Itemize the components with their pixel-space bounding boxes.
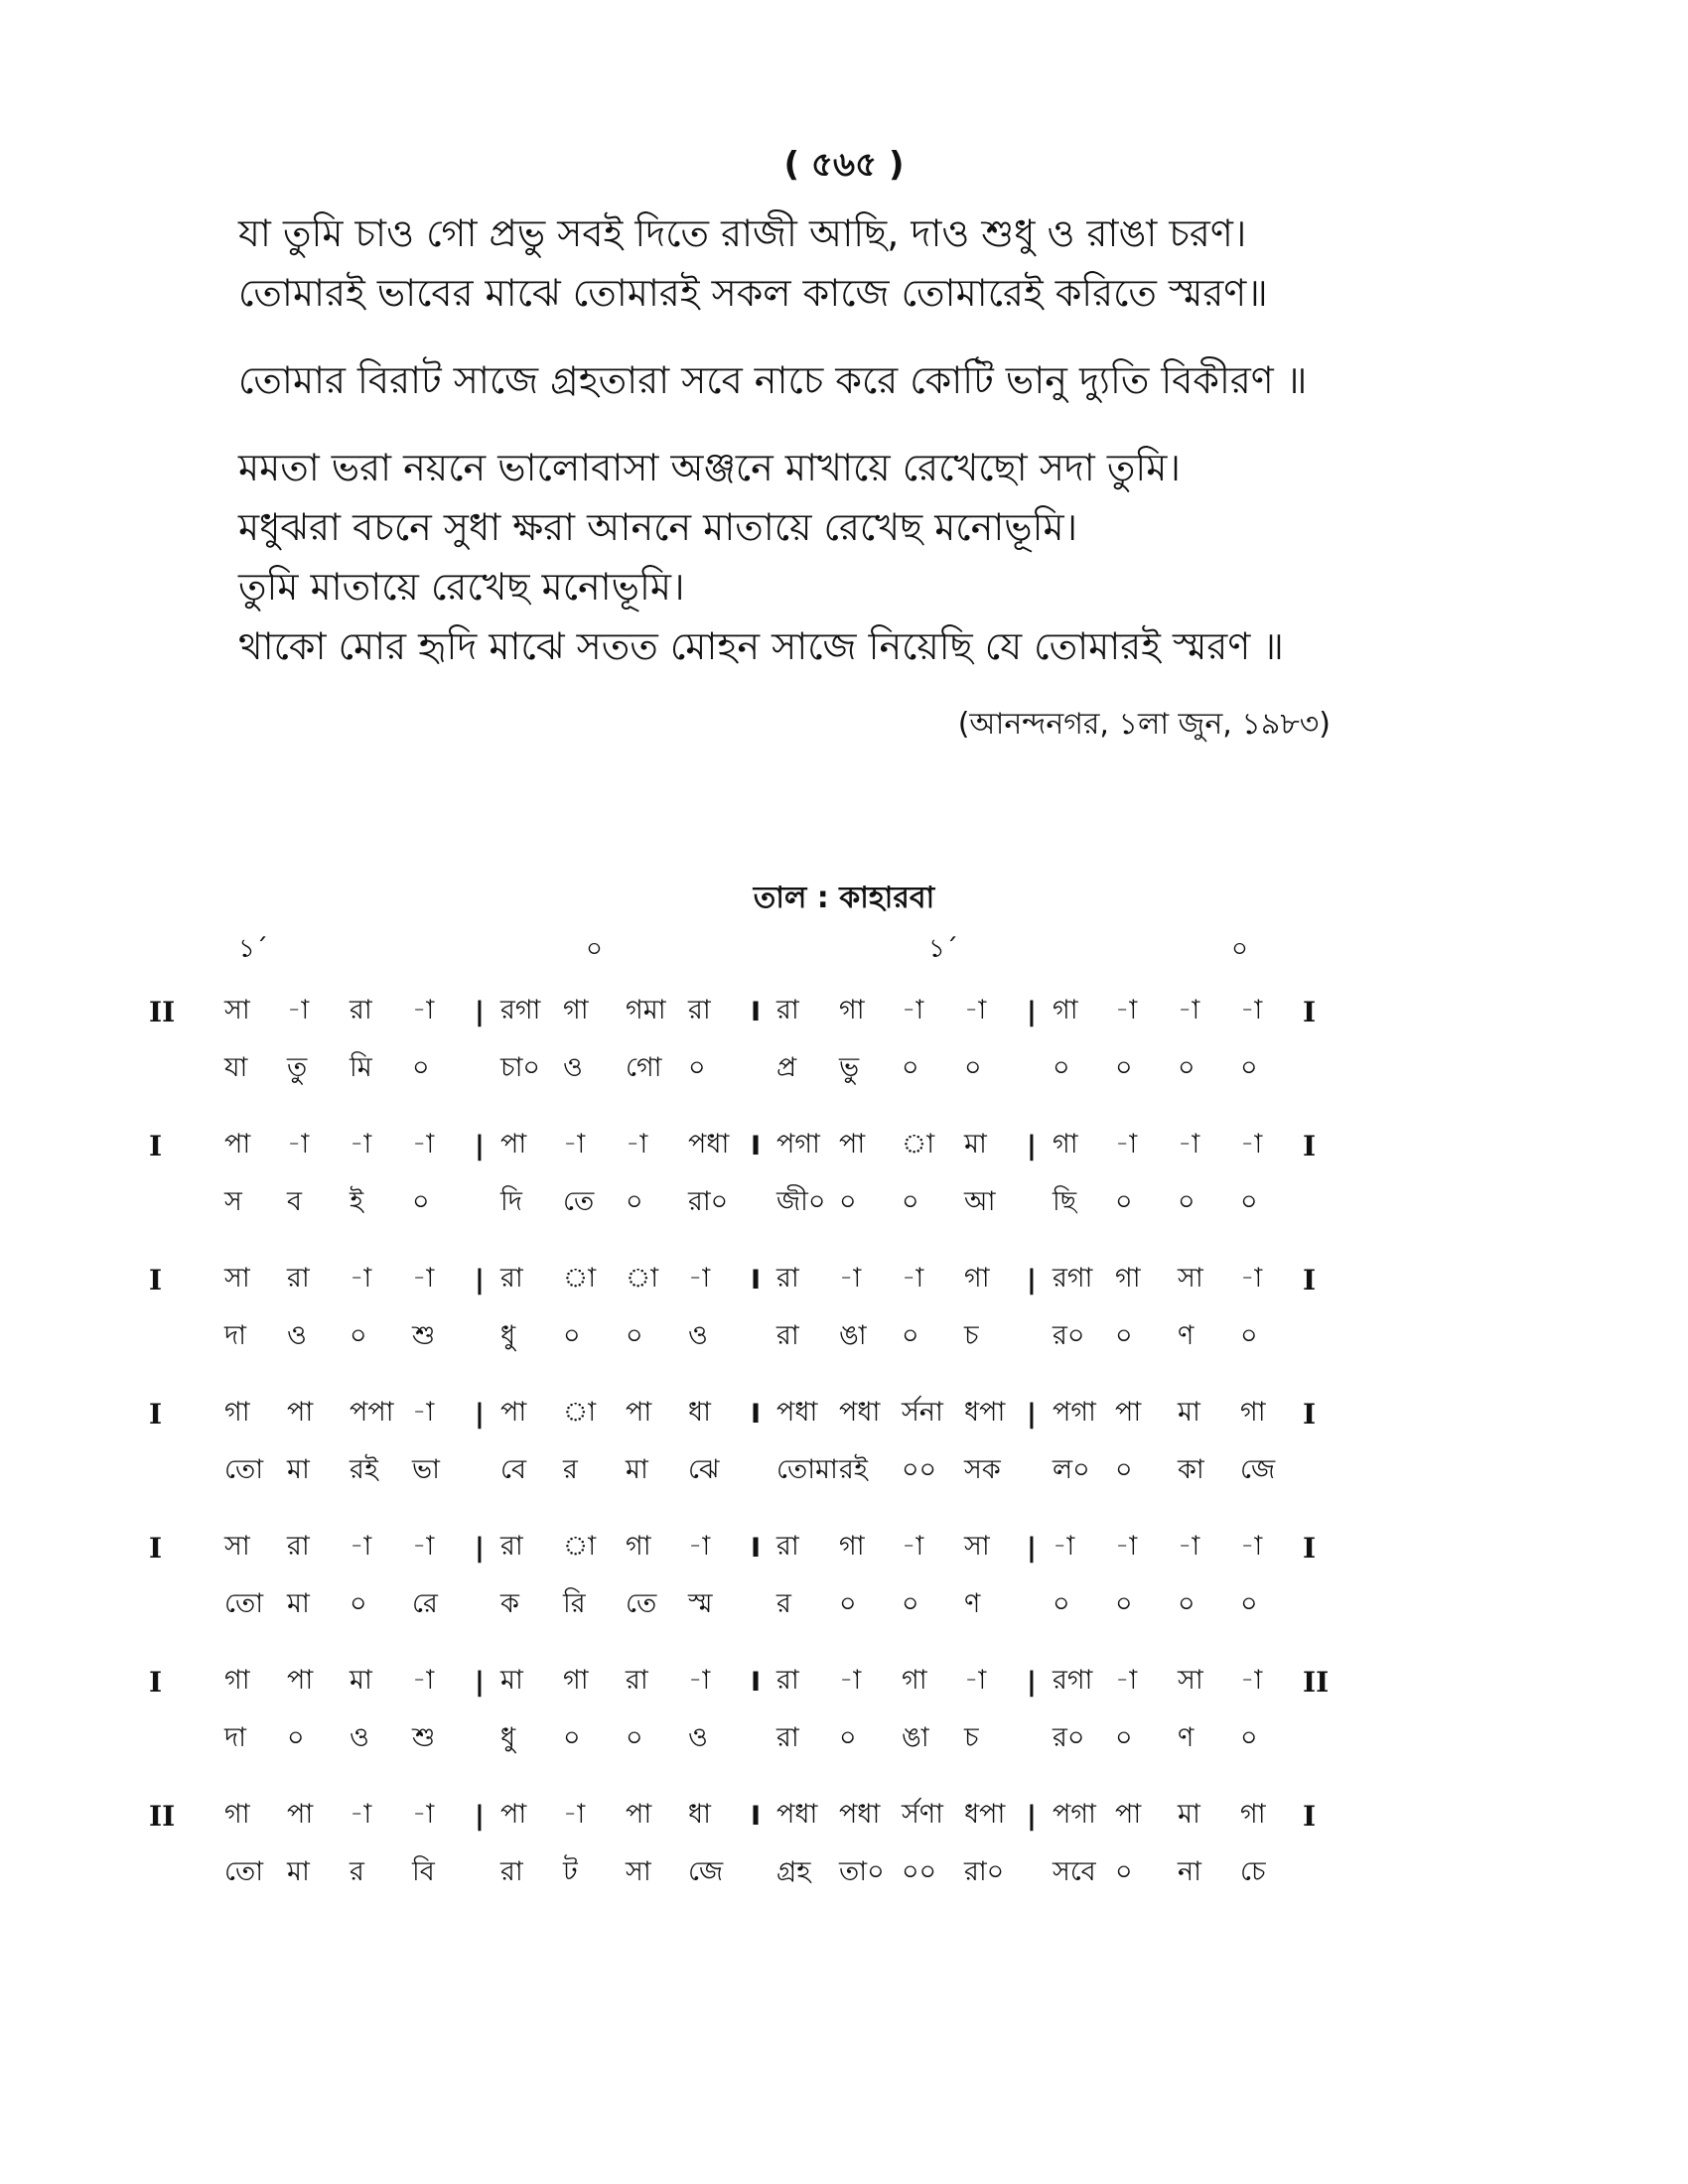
lyric-syllable: কা [1178, 1453, 1204, 1485]
swara-note: ধা [688, 1798, 711, 1830]
swara-note: গা [1240, 1396, 1266, 1428]
bar-line-end: I [1303, 995, 1317, 1028]
bar-line: | [475, 1130, 485, 1161]
lyric-syllable: ০ [350, 1587, 367, 1619]
bar-line-start: I [149, 1397, 163, 1431]
notation-block [149, 1117, 1539, 1251]
lyric-syllable: ধু [500, 1319, 516, 1351]
bar-line: | [1027, 1532, 1037, 1564]
swara-note: রা [500, 1530, 523, 1562]
lyric-syllable: রা০ [688, 1185, 729, 1217]
lyric-line: মধুঝরা বচনে সুধা ক্ষরা আননে মাতায়ে রেখেছ মনোভূমি। [238, 505, 1078, 549]
lyric-syllable: ০ [1115, 1051, 1133, 1083]
lyric-syllable: মা [287, 1855, 310, 1887]
bar-line: I [751, 1532, 762, 1564]
swara-note: গা [224, 1396, 250, 1428]
lyric-syllable: ০ [626, 1185, 643, 1217]
bar-line: | [475, 1666, 485, 1698]
lyric-syllable: ০ [1240, 1319, 1258, 1351]
swara-note: সা [1178, 1262, 1203, 1294]
lyric-syllable: ণ [964, 1587, 981, 1619]
lyric-line: তোমারই ভাবের মাঝে তোমারই সকল কাজে তোমারেই করিতে স্মরণ॥ [238, 271, 1268, 315]
swara-note: -া [1240, 1128, 1263, 1160]
lyric-line: যা তুমি চাও গো প্রভু সবই দিতে রাজী আছি, দাও শুধু ও রাঙা চরণ। [238, 211, 1247, 255]
swara-note: -া [839, 1262, 862, 1294]
bar-line-end: II [1303, 1665, 1330, 1699]
bar-line: | [475, 1398, 485, 1430]
lyric-syllable: সবে [1053, 1855, 1096, 1887]
lyric-syllable: চে [1240, 1855, 1266, 1887]
swara-note: পা [500, 1128, 527, 1160]
bar-line-start: II [149, 1799, 176, 1833]
swara-note: গা [626, 1530, 651, 1562]
lyric-syllable: ব [287, 1185, 303, 1217]
swara-note: ধপা [964, 1798, 1006, 1830]
swara-note: রা [776, 1664, 799, 1696]
bar-line: | [475, 996, 485, 1027]
bar-line-end: I [1303, 1397, 1317, 1431]
lyric-syllable: প্র [776, 1051, 797, 1083]
swara-note: মা [350, 1664, 372, 1696]
swara-note: মা [1178, 1798, 1200, 1830]
bar-line: | [1027, 1800, 1037, 1832]
swara-note: গা [964, 1262, 990, 1294]
beat-marker: ০ [1231, 934, 1248, 964]
swara-note: গা [902, 1664, 927, 1696]
lyric-syllable: আ [964, 1185, 996, 1217]
lyric-syllable: ০ [902, 1587, 919, 1619]
swara-note: -া [964, 1664, 987, 1696]
lyric-syllable: ০ [1053, 1051, 1070, 1083]
lyric-syllable: ণ [1178, 1721, 1195, 1753]
swara-row [149, 983, 1539, 1040]
swara-note: পা [839, 1128, 866, 1160]
bar-line-end: I [1303, 1263, 1317, 1297]
lyric-syllable: ক [500, 1587, 519, 1619]
lyric-syllable: ধু [500, 1721, 516, 1753]
lyric-syllable: মা [287, 1453, 310, 1485]
swara-note: সা [224, 1262, 250, 1294]
swara-note: রা [287, 1262, 310, 1294]
swara-note: -া [1115, 1128, 1138, 1160]
lyric-syllable: ০ [350, 1319, 367, 1351]
lyric-syllable: জে [688, 1855, 724, 1887]
swara-note: রা [626, 1664, 648, 1696]
beat-marker: ০ [586, 934, 603, 964]
swara-note: মা [1178, 1396, 1200, 1428]
lyric-syllable: তা০ [839, 1855, 885, 1887]
swara-note: -া [563, 1128, 586, 1160]
lyric-syllable: গো [626, 1051, 662, 1083]
swara-note: পা [1115, 1798, 1142, 1830]
swara-note: পা [224, 1128, 251, 1160]
bar-line: | [475, 1800, 485, 1832]
swara-row [149, 1519, 1539, 1576]
swara-note: পা [287, 1664, 314, 1696]
lyric-syllable: ০ [1178, 1185, 1196, 1217]
notation-block [149, 1519, 1539, 1653]
lyric-syllable: ভু [839, 1051, 860, 1083]
swara-note: রা [500, 1262, 523, 1294]
swara-note: গা [1053, 1128, 1078, 1160]
swara-note: -া [412, 1128, 435, 1160]
lyric-syllable: গ্রহ [776, 1855, 811, 1887]
lyric-syllable: রা [776, 1721, 799, 1753]
swara-note: রা [776, 1530, 799, 1562]
lyric-syllable: তু [287, 1051, 308, 1083]
swara-note: রগা [1053, 1262, 1093, 1294]
swara-note: পা [1115, 1396, 1142, 1428]
bar-line: | [475, 1264, 485, 1296]
swara-note: গা [224, 1664, 250, 1696]
lyric-syllable: রই [350, 1453, 378, 1485]
lyric-syllable: ০ [839, 1185, 857, 1217]
swara-note: মা [964, 1128, 987, 1160]
lyric-syllable: ঙা [839, 1319, 867, 1351]
lyric-syllable: র [350, 1855, 364, 1887]
lyric-syllable: ০ [688, 1051, 706, 1083]
lyric-syllable: চ [964, 1721, 979, 1753]
swara-note: পা [626, 1798, 652, 1830]
swara-note: পধা [839, 1798, 881, 1830]
lyric-syllable: ০ [1115, 1721, 1133, 1753]
swara-note: া [563, 1262, 597, 1294]
lyric-syllable: ০ [626, 1319, 643, 1351]
swara-note: -া [1240, 1530, 1263, 1562]
lyric-syllable: তো [224, 1855, 264, 1887]
lyric-syllable-row [149, 1442, 1539, 1500]
bar-line: | [1027, 1264, 1037, 1296]
lyric-syllable: সক [964, 1453, 1001, 1485]
swara-note: গা [1240, 1798, 1266, 1830]
lyric-syllable: তে [626, 1587, 657, 1619]
swara-note: -া [1178, 1530, 1200, 1562]
swara-note: গা [839, 1530, 865, 1562]
swara-note: রগা [1053, 1664, 1093, 1696]
bar-line: | [1027, 1666, 1037, 1698]
bar-line: I [751, 1130, 762, 1161]
swara-note: গমা [626, 994, 666, 1025]
swara-row [149, 1117, 1539, 1174]
swara-note: -া [964, 994, 987, 1025]
swara-note: -া [350, 1128, 372, 1160]
swara-row [149, 1385, 1539, 1442]
lyric-syllable-row [149, 1174, 1539, 1232]
swara-note: -া [1240, 1262, 1263, 1294]
lyric-syllable: রা০ [964, 1855, 1005, 1887]
swara-note: সা [224, 994, 250, 1025]
notation-block [149, 1385, 1539, 1519]
lyric-syllable: দা [224, 1721, 247, 1753]
swara-note: -া [688, 1664, 711, 1696]
lyric-syllable: রই [839, 1453, 868, 1485]
swara-row [149, 1787, 1539, 1844]
notation-block [149, 1787, 1539, 1921]
swara-note: -া [626, 1128, 648, 1160]
swara-row [149, 1251, 1539, 1308]
bar-line: | [1027, 1398, 1037, 1430]
swara-note: -া [902, 994, 924, 1025]
swara-note: রা [688, 994, 711, 1025]
lyric-syllable: দা [224, 1319, 247, 1351]
swara-note: -া [839, 1664, 862, 1696]
notation-block [149, 1251, 1539, 1385]
lyric-syllable: রা [500, 1855, 523, 1887]
lyric-syllable: ০ [902, 1319, 919, 1351]
swara-note: পা [500, 1798, 527, 1830]
swara-note: -া [287, 994, 310, 1025]
bar-line-end: I [1303, 1129, 1317, 1162]
swara-note: পধা [776, 1396, 818, 1428]
swara-note: -া [1053, 1530, 1075, 1562]
lyric-syllable: শু [412, 1319, 436, 1351]
lyric-syllable: জে [1240, 1453, 1276, 1485]
lyric-syllable: ই [350, 1185, 364, 1217]
lyric-line: মমতা ভরা নয়নে ভালোবাসা অঞ্জনে মাখায়ে রেখেছো সদা তুমি। [238, 446, 1181, 489]
lyric-syllable: ০ [1240, 1185, 1258, 1217]
notation-block [149, 983, 1539, 1117]
lyric-syllable-row [149, 1040, 1539, 1098]
lyric-syllable: ০ [287, 1721, 305, 1753]
lyric-line: তুমি মাতায়ে রেখেছ মনোভূমি। [238, 565, 685, 609]
swara-note: গা [839, 994, 865, 1025]
swara-note: -া [350, 1530, 372, 1562]
swara-note: পধা [776, 1798, 818, 1830]
swara-note: া [563, 1530, 597, 1562]
swara-row [149, 1653, 1539, 1710]
notation-section [149, 983, 1539, 1921]
swara-note: গা [224, 1798, 250, 1830]
lyric-syllable: ণ [1178, 1319, 1195, 1351]
bar-line-start: I [149, 1665, 163, 1699]
lyric-line: তোমার বিরাট সাজে গ্রহতারা সবে নাচে করে কোটি ভানু দ্যুতি বিকীরণ ॥ [238, 358, 1308, 402]
lyric-syllable: মা [287, 1587, 310, 1619]
swara-note: া [626, 1262, 659, 1294]
bar-line-start: I [149, 1263, 163, 1297]
swara-note: -া [412, 994, 435, 1025]
swara-note: রা [350, 994, 372, 1025]
lyric-syllable: চা০ [500, 1051, 540, 1083]
swara-note: র্সণা [902, 1798, 943, 1830]
lyric-syllable: বি [412, 1855, 435, 1887]
swara-note: সা [224, 1530, 250, 1562]
lyric-syllable: তে [563, 1185, 595, 1217]
swara-note: -া [412, 1798, 435, 1830]
lyric-syllable-row [149, 1308, 1539, 1366]
lyric-syllable: তো [224, 1587, 264, 1619]
swara-note: ধপা [964, 1396, 1006, 1428]
lyric-syllable: তোমা [776, 1453, 838, 1485]
page-number: ( ৫৬৫ ) [783, 145, 905, 185]
swara-note: র্সনা [902, 1396, 943, 1428]
lyric-syllable: রি [563, 1587, 586, 1619]
lyric-syllable: ও [563, 1051, 583, 1083]
swara-note: -া [412, 1396, 435, 1428]
swara-note: গা [563, 1664, 589, 1696]
swara-note: রা [776, 1262, 799, 1294]
bar-line: I [751, 996, 762, 1027]
lyric-syllable: মা [626, 1453, 648, 1485]
swara-note: -া [1240, 1664, 1263, 1696]
swara-note: -া [287, 1128, 310, 1160]
swara-note: -া [563, 1798, 586, 1830]
swara-note: -া [412, 1530, 435, 1562]
bar-line-start: I [149, 1531, 163, 1565]
lyric-syllable: ০ [1053, 1587, 1070, 1619]
swara-note: -া [688, 1262, 711, 1294]
swara-note: ধা [688, 1396, 711, 1428]
bar-line: I [751, 1264, 762, 1296]
swara-note: মা [500, 1664, 523, 1696]
lyric-syllable: না [1178, 1855, 1201, 1887]
lyric-syllable: ০ [839, 1721, 857, 1753]
swara-note: -া [1240, 994, 1263, 1025]
swara-note: সা [1178, 1664, 1203, 1696]
lyric-syllable: ০ [1115, 1855, 1133, 1887]
swara-note: পা [626, 1396, 652, 1428]
swara-note: গা [1053, 994, 1078, 1025]
swara-note: গা [563, 994, 589, 1025]
lyric-syllable: ০০ [902, 1855, 937, 1887]
lyric-syllable: ০ [902, 1185, 919, 1217]
lyric-syllable: ও [688, 1721, 708, 1753]
lyrics [238, 204, 1450, 676]
swara-note: -া [1115, 994, 1138, 1025]
lyric-line: থাকো মোর হৃদি মাঝে সতত মোহন সাজে নিয়েছি যে তোমারই স্মরণ ॥ [238, 624, 1284, 668]
lyric-syllable: ০ [412, 1051, 430, 1083]
lyric-syllable: ০ [1178, 1051, 1196, 1083]
swara-note: রগা [500, 994, 541, 1025]
lyric-syllable: জী০ [776, 1185, 826, 1217]
lyric-syllable: মি [350, 1051, 372, 1083]
lyric-syllable: ও [287, 1319, 307, 1351]
swara-note: -া [1178, 1128, 1200, 1160]
lyric-syllable: স্ম [688, 1587, 713, 1619]
lyric-syllable: র০ [1053, 1319, 1085, 1351]
bar-line: | [1027, 996, 1037, 1027]
swara-note: পা [287, 1798, 314, 1830]
bar-line-end: I [1303, 1531, 1317, 1565]
lyric-syllable: ০ [1115, 1453, 1133, 1485]
lyric-syllable: ০ [563, 1319, 581, 1351]
lyric-syllable: ০ [964, 1051, 982, 1083]
lyric-syllable: ০ [1115, 1319, 1133, 1351]
lyric-syllable: যা [224, 1051, 248, 1083]
lyric-syllable: ০ [412, 1185, 430, 1217]
lyric-syllable: ০ [1240, 1587, 1258, 1619]
lyric-syllable: ঝে [688, 1453, 720, 1485]
lyric-syllable-row [149, 1710, 1539, 1768]
lyric-syllable: ০ [1115, 1185, 1133, 1217]
notation-block [149, 1653, 1539, 1787]
lyric-syllable: ০ [626, 1721, 643, 1753]
lyric-syllable: ০ [902, 1051, 919, 1083]
swara-note: পধা [839, 1396, 881, 1428]
lyric-syllable: র [776, 1587, 791, 1619]
bar-line: | [1027, 1130, 1037, 1161]
lyric-syllable: ঙা [902, 1721, 929, 1753]
bar-line: I [751, 1666, 762, 1698]
swara-note: -া [412, 1664, 435, 1696]
swara-note: -া [688, 1530, 711, 1562]
swara-note: া [902, 1128, 935, 1160]
swara-note: পপা [350, 1396, 394, 1428]
tala-heading: তাল : কাহারবা [753, 881, 935, 915]
bar-line-end: I [1303, 1799, 1317, 1833]
lyric-syllable: র০ [1053, 1721, 1085, 1753]
lyric-syllable: ০০ [902, 1453, 937, 1485]
swara-note: রা [287, 1530, 310, 1562]
swara-note: -া [1115, 1664, 1138, 1696]
lyric-syllable: ল০ [1053, 1453, 1090, 1485]
lyric-syllable: ০ [1240, 1721, 1258, 1753]
swara-note: রা [776, 994, 799, 1025]
bar-line: I [751, 1800, 762, 1832]
lyric-syllable: রে [412, 1587, 438, 1619]
lyric-syllable: ও [688, 1319, 708, 1351]
lyric-syllable: ট [563, 1855, 578, 1887]
swara-note: -া [1178, 994, 1200, 1025]
bar-line: I [751, 1398, 762, 1430]
lyric-syllable: ভা [412, 1453, 440, 1485]
swara-note: া [563, 1396, 597, 1428]
swara-note: পগা [776, 1128, 820, 1160]
lyric-syllable: ০ [1240, 1051, 1258, 1083]
lyric-syllable-row [149, 1844, 1539, 1902]
lyric-syllable: রা [776, 1319, 799, 1351]
lyric-syllable: ছি [1053, 1185, 1077, 1217]
swara-note: -া [902, 1530, 924, 1562]
swara-note: -া [350, 1798, 372, 1830]
swara-note: সা [964, 1530, 990, 1562]
swara-note: পগা [1053, 1396, 1096, 1428]
lyric-syllable: ০ [1178, 1587, 1196, 1619]
lyric-syllable: ০ [563, 1721, 581, 1753]
swara-note: -া [1115, 1530, 1138, 1562]
lyric-syllable: বে [500, 1453, 526, 1485]
swara-note: পা [287, 1396, 314, 1428]
lyric-syllable: ০ [1115, 1587, 1133, 1619]
lyric-syllable: চ [964, 1319, 979, 1351]
lyric-syllable: দি [500, 1185, 522, 1217]
composition-place-date: (আনন্দনগর, ১লা জুন, ১৯৮৩) [957, 707, 1331, 742]
lyric-syllable: সা [626, 1855, 651, 1887]
beat-marker: ১´ [238, 934, 268, 964]
bar-line-start: I [149, 1129, 163, 1162]
bar-line: | [475, 1532, 485, 1564]
beat-marker: ১´ [928, 934, 958, 964]
swara-note: পধা [688, 1128, 730, 1160]
swara-note: -া [412, 1262, 435, 1294]
swara-note: পগা [1053, 1798, 1096, 1830]
lyric-syllable: র [563, 1453, 578, 1485]
lyric-syllable: ০ [839, 1587, 857, 1619]
lyric-syllable-row [149, 1576, 1539, 1634]
swara-note: -া [902, 1262, 924, 1294]
swara-note: গা [1115, 1262, 1141, 1294]
lyric-syllable: তো [224, 1453, 264, 1485]
swara-note: -া [350, 1262, 372, 1294]
lyric-syllable: শু [412, 1721, 436, 1753]
swara-note: পা [500, 1396, 527, 1428]
lyric-syllable: স [224, 1185, 242, 1217]
bar-line-start: II [149, 995, 176, 1028]
lyric-syllable: ও [350, 1721, 369, 1753]
